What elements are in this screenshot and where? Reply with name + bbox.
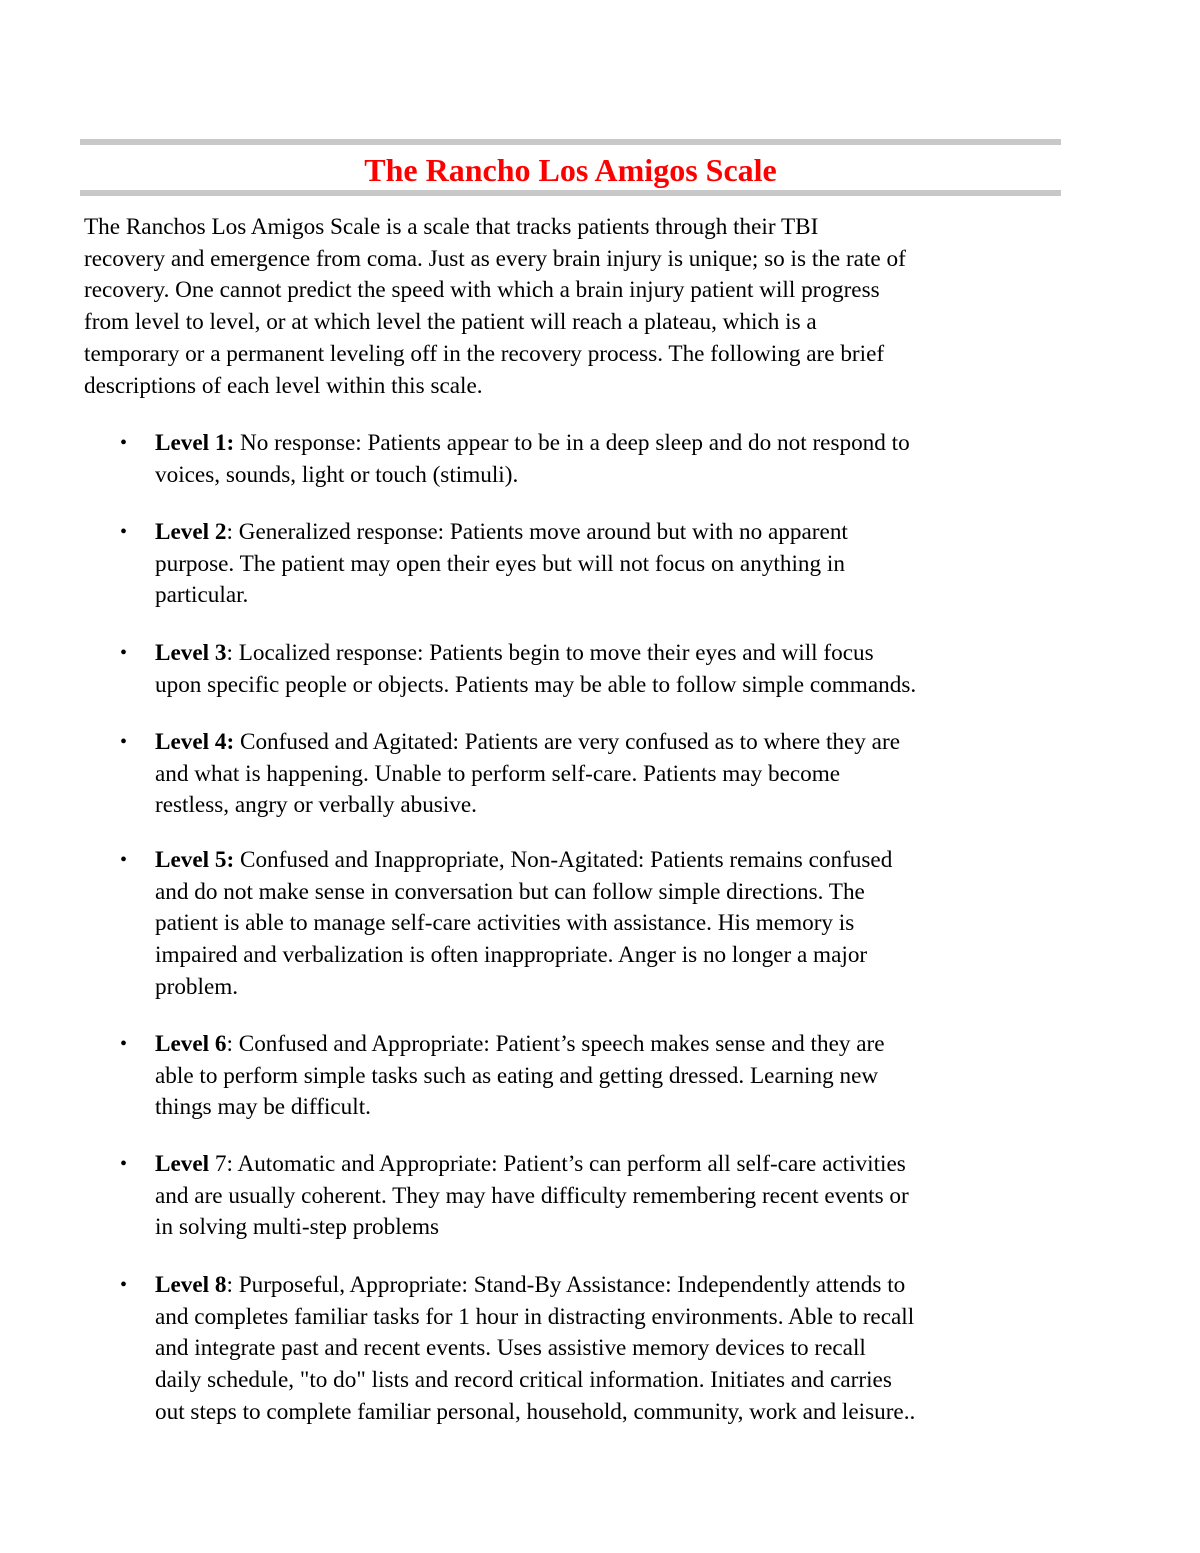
- level-line: daily schedule, "to do" lists and record critical information. Initiates and carries: [155, 1367, 892, 1394]
- level-label: Level 3: [155, 640, 227, 666]
- level-text: Confused and Agitated: Patients are very confused as to where they are: [234, 729, 900, 755]
- level-description: [155, 1270, 1080, 1429]
- level-description: [155, 727, 1080, 822]
- level-label: Level 1:: [155, 430, 235, 456]
- bullet-icon: •: [120, 1274, 128, 1296]
- level-description: [155, 1149, 1080, 1244]
- level-label: Level: [155, 1151, 210, 1177]
- level-line: [155, 638, 1080, 670]
- bullet-icon: •: [120, 731, 128, 753]
- intro-line: temporary or a permanent leveling off in the recovery process. The following are brief: [84, 340, 885, 367]
- level-text: 7: Automatic and Appropriate: Patient’s can perform all self-care activities: [209, 1151, 906, 1177]
- level-line: things may be difficult.: [155, 1094, 371, 1121]
- level-label: Level 8: [155, 1272, 227, 1298]
- level-line: and completes familiar tasks for 1 hour in distracting environments. Able to recall: [155, 1303, 915, 1330]
- level-line: impaired and verbalization is often inappropriate. Anger is no longer a major: [155, 942, 868, 969]
- level-line: out steps to complete familiar personal, household, community, work and leisure..: [155, 1398, 916, 1425]
- intro-line: descriptions of each level within this scale.: [84, 372, 483, 399]
- level-description: [155, 517, 1080, 612]
- intro-line: The Ranchos Los Amigos Scale is a scale that tracks patients through their TBI: [84, 214, 819, 240]
- title-rule-bottom: [80, 190, 1061, 196]
- level-line: problem.: [155, 973, 239, 1000]
- level-line: [155, 845, 1080, 877]
- level-text: No response: Patients appear to be in a deep sleep and do not respond to: [234, 430, 910, 456]
- level-text: : Confused and Appropriate: Patient’s speech makes sense and they are: [226, 1031, 885, 1057]
- intro-paragraph: [84, 212, 1074, 402]
- bullet-icon: •: [120, 1153, 128, 1175]
- level-label: Level 4:: [155, 729, 235, 755]
- document-title: The Rancho Los Amigos Scale: [364, 152, 777, 188]
- level-description: [155, 1029, 1080, 1124]
- level-line: able to perform simple tasks such as eating and getting dressed. Learning new: [155, 1062, 879, 1089]
- intro-line: recovery and emergence from coma. Just as every brain injury is unique; so is the rate of: [84, 245, 906, 272]
- level-description: [155, 638, 1080, 701]
- level-line: [155, 517, 1080, 549]
- level-line: particular.: [155, 582, 249, 609]
- level-line: [155, 727, 1080, 759]
- level-label: Level 2: [155, 519, 227, 545]
- level-text: : Localized response: Patients begin to move their eyes and will focus: [226, 640, 874, 666]
- bullet-icon: •: [120, 849, 128, 871]
- level-line: and what is happening. Unable to perform self-care. Patients may become: [155, 760, 841, 787]
- intro-line: from level to level, or at which level the patient will reach a plateau, which is a: [84, 309, 817, 336]
- title-rule-top: [80, 139, 1061, 145]
- level-line: and integrate past and recent events. Uses assistive memory devices to recall: [155, 1335, 866, 1362]
- level-line: patient is able to manage self-care activities with assistance. His memory is: [155, 910, 855, 937]
- level-line: in solving multi-step problems: [155, 1214, 440, 1241]
- level-line: upon specific people or objects. Patients may be able to follow simple commands.: [155, 671, 917, 698]
- level-line: [155, 1029, 1080, 1061]
- level-line: [155, 1149, 1080, 1181]
- level-line: voices, sounds, light or touch (stimuli).: [155, 461, 519, 488]
- level-label: Level 5:: [155, 847, 235, 873]
- level-description: [155, 845, 1080, 1004]
- level-line: [155, 428, 1080, 460]
- level-description: [155, 428, 1080, 491]
- level-line: and are usually coherent. They may have difficulty remembering recent events or: [155, 1182, 909, 1209]
- bullet-icon: •: [120, 1033, 128, 1055]
- level-label: Level 6: [155, 1031, 227, 1057]
- level-line: purpose. The patient may open their eyes but will not focus on anything in: [155, 550, 845, 577]
- level-text: Confused and Inappropriate, Non-Agitated: Patients remains confused: [234, 847, 893, 873]
- bullet-icon: •: [120, 432, 128, 454]
- intro-line: recovery. One cannot predict the speed with which a brain injury patient will progress: [84, 277, 880, 304]
- level-line: [155, 1270, 1080, 1302]
- bullet-icon: •: [120, 521, 128, 543]
- level-text: : Generalized response: Patients move around but with no apparent: [226, 519, 848, 545]
- level-line: restless, angry or verbally abusive.: [155, 792, 477, 819]
- bullet-icon: •: [120, 642, 128, 664]
- level-text: : Purposeful, Appropriate: Stand-By Assistance: Independently attends to: [226, 1272, 906, 1298]
- level-line: and do not make sense in conversation but can follow simple directions. The: [155, 878, 865, 905]
